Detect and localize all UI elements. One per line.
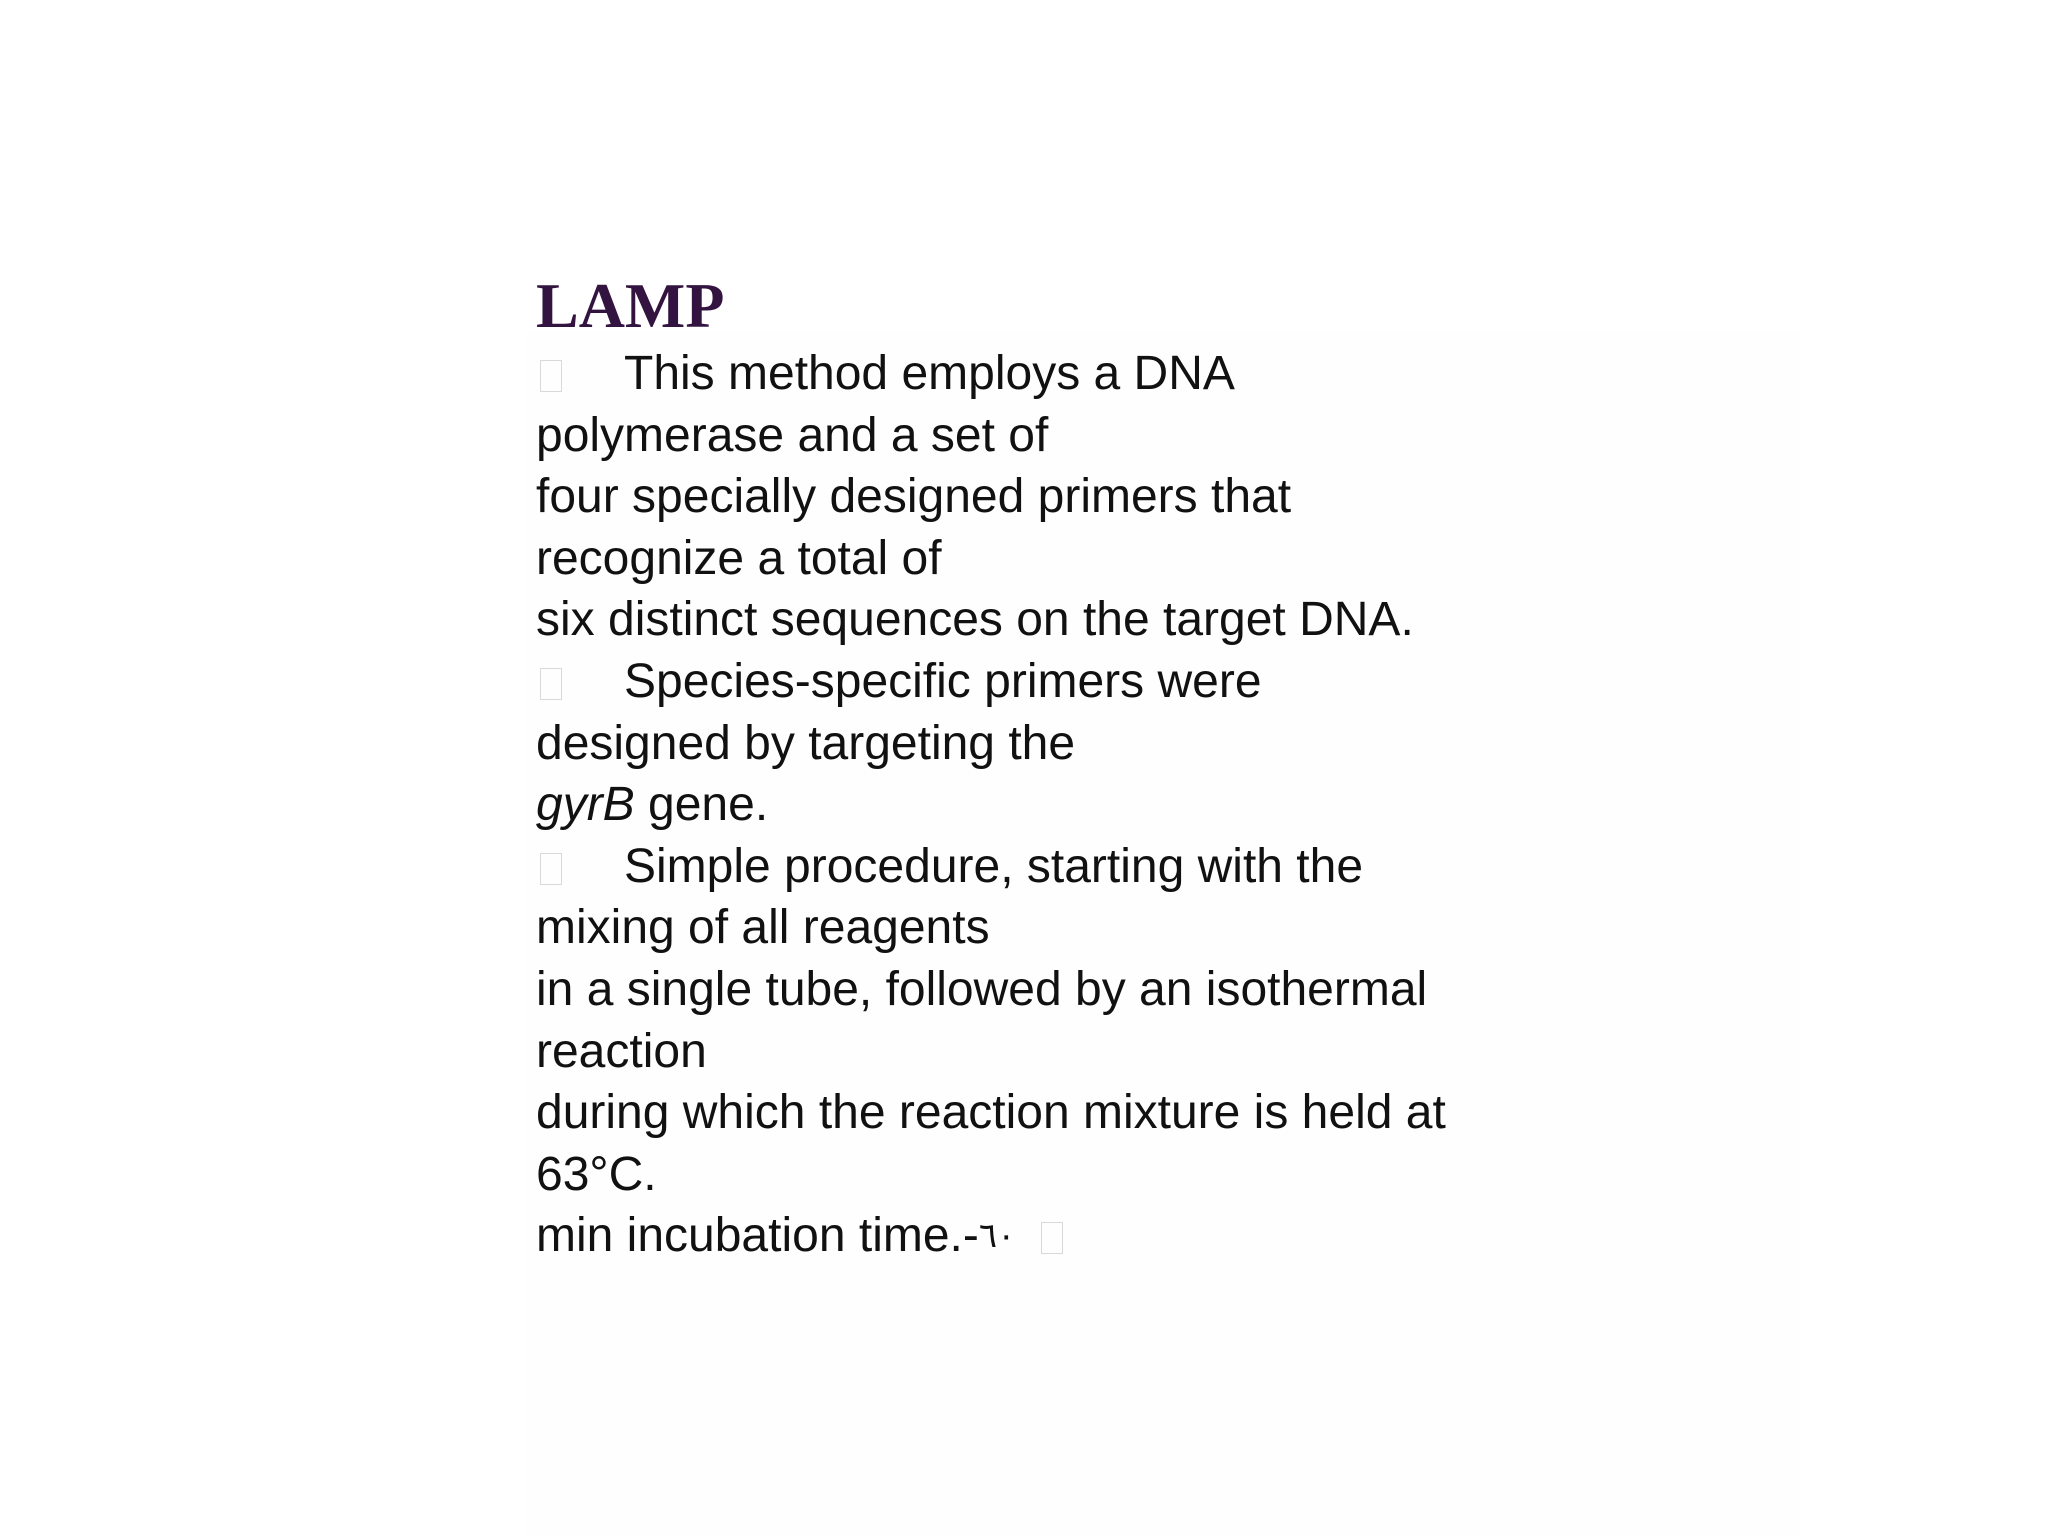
- bullet-1-line-4: recognize a total of: [536, 531, 942, 585]
- bullet-1-line-3: four specially designed primers that: [536, 470, 1292, 524]
- bullet-3-line-2: mixing of all reagents: [536, 901, 990, 955]
- bullet-text: Simple procedure, starting with the: [624, 839, 1364, 893]
- bullet-text: This method employs a DNA: [624, 347, 1235, 400]
- bullet-2-line-3: [536, 774, 1636, 836]
- bullet-2-line-1: [536, 651, 1636, 713]
- bullet-3-line-7: [536, 1205, 1636, 1267]
- bullet-3-line-5: during which the reaction mixture is held at: [536, 1086, 1446, 1140]
- bullet-1-line-5: six distinct sequences on the target DNA.: [536, 593, 1414, 647]
- trailing-box-icon: [1041, 1222, 1063, 1254]
- gene-suffix: gene.: [634, 778, 769, 832]
- bullet-1-line-1: [536, 343, 1636, 405]
- bullet-3-line-3: in a single tube, followed by an isothermal: [536, 962, 1428, 1016]
- gene-name: gyrB: [536, 778, 635, 832]
- slide-body: [536, 343, 1636, 1267]
- slide-title: LAMP: [536, 270, 725, 341]
- bullet-3-line-4: reaction: [536, 1024, 707, 1078]
- bullet-2-line-2: designed by targeting the: [536, 716, 1076, 770]
- bullet-1-line-2: polymerase and a set of: [536, 408, 1049, 462]
- bullet-box-icon: [540, 360, 562, 392]
- incubation-text: min incubation time.-: [536, 1209, 979, 1263]
- bullet-3-line-1: [536, 836, 1636, 898]
- incubation-number: ٦٠: [978, 1216, 1016, 1257]
- bullet-3-line-6: 63°C.: [536, 1147, 657, 1201]
- bullet-box-icon: [540, 853, 562, 885]
- bullet-box-icon: [540, 668, 562, 700]
- bullet-text: Species-specific primers were: [624, 654, 1262, 708]
